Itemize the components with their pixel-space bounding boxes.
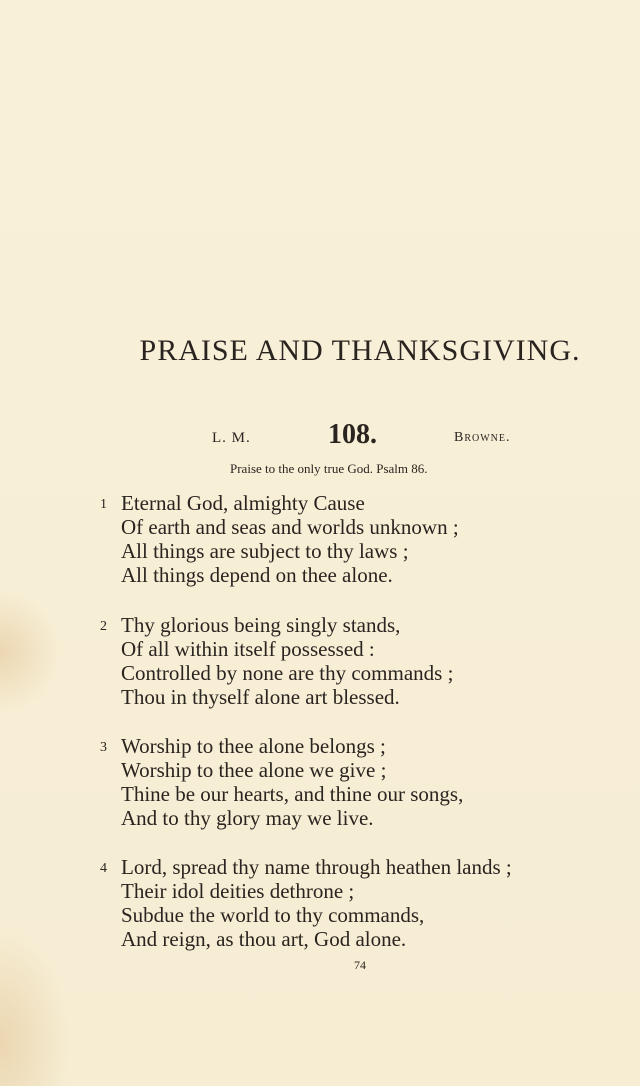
stanza-line: Eternal God, almighty Cause <box>121 491 365 515</box>
stanza-number: 2 <box>100 619 107 634</box>
stanza-line: And to thy glory may we live. <box>121 806 374 830</box>
stanza-number: 4 <box>100 861 107 876</box>
stanza-line: Their idol deities dethrone ; <box>121 879 355 903</box>
stanza-number: 1 <box>100 497 107 512</box>
stanza-line: Thou in thyself alone art blessed. <box>121 685 400 709</box>
hymn-meter: L. M. <box>212 430 251 446</box>
stanza-line: All things are subject to thy laws ; <box>121 539 409 563</box>
stanza-line: Thine be our hearts, and thine our songs, <box>121 782 464 806</box>
stanza-line: Worship to thee alone we give ; <box>121 758 387 782</box>
stanza-line: Of earth and seas and worlds unknown ; <box>121 515 459 539</box>
stanza-line: Worship to thee alone belongs ; <box>121 734 386 758</box>
hymn-number: 108. <box>328 419 377 450</box>
section-title: PRAISE AND THANKSGIVING. <box>139 334 581 367</box>
stanza-line: Lord, spread thy name through heathen lands ; <box>121 855 512 879</box>
stanza-number: 3 <box>100 740 107 755</box>
stanza-line: All things depend on thee alone. <box>121 563 393 587</box>
stanza-line: Thy glorious being singly stands, <box>121 613 401 637</box>
stanza-line: Subdue the world to thy commands, <box>121 903 425 927</box>
hymn-header <box>0 421 640 451</box>
stanza-line: Controlled by none are thy commands ; <box>121 661 454 685</box>
hymn-subtitle: Praise to the only true God. Psalm 86. <box>230 461 428 476</box>
stanza-line: Of all within itself possessed : <box>121 637 375 661</box>
stanza-line: And reign, as thou art, God alone. <box>121 927 407 951</box>
hymn-author: Browne. <box>454 430 511 445</box>
page-number: 74 <box>354 958 366 972</box>
